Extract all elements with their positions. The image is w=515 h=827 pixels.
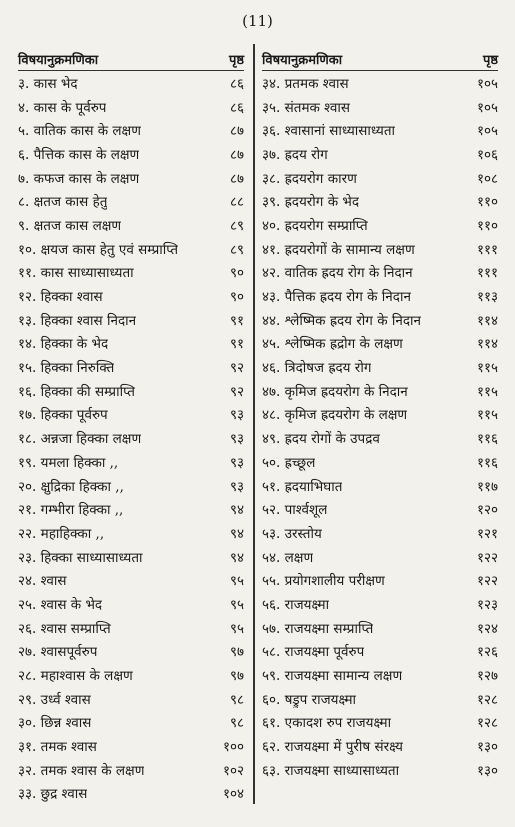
toc-entry-page: ९५: [229, 573, 244, 590]
toc-entry: [18, 332, 244, 356]
toc-entry-title: १६. हिक्का की सम्प्राप्ति: [18, 383, 135, 400]
toc-entry-title: ३८. ह्रदयरोग कारण: [262, 170, 357, 187]
toc-entry-title: ४. कास के पूर्वरुप: [18, 99, 107, 116]
toc-entry-page: ९१: [229, 312, 244, 329]
toc-entry: [262, 687, 498, 711]
toc-entry-title: १४. हिक्का के भेद: [18, 336, 109, 353]
toc-entry-title: १०. क्षयज कास हेतु एवं सम्प्राप्ति: [18, 241, 179, 258]
toc-entry-page: ८७: [229, 170, 244, 187]
toc-entry: [262, 142, 498, 166]
toc-entry: [262, 521, 498, 545]
header-topic: विषयानुक्रमणिका: [18, 53, 99, 68]
toc-entry-title: ६१. एकादश रुप राजयक्ष्मा: [262, 715, 392, 732]
toc-entry-title: ३९. ह्रदयरोग के भेद: [262, 194, 360, 211]
toc-entry-page: ९७: [229, 668, 244, 685]
toc-entry-title: ५४. लक्षण: [262, 549, 314, 566]
toc-entry-title: ३३. छुद्र श्वास: [18, 786, 88, 803]
toc-entry-page: ९०: [229, 289, 244, 306]
toc-entry: [262, 332, 498, 356]
toc-entry-title: २१. गम्भीरा हिक्का ,,: [18, 502, 124, 519]
toc-entry-page: १२३: [476, 596, 498, 613]
toc-entry-title: ५१. ह्रदयाभिघात: [262, 478, 343, 495]
header-topic: विषयानुक्रमणिका: [262, 53, 343, 68]
toc-entry-page: ११०: [476, 194, 498, 211]
toc-entry: [18, 237, 244, 261]
toc-entry-title: ३७. ह्रदय रोग: [262, 146, 328, 163]
toc-entry-title: २७. श्वासपूर्वरुप: [18, 644, 98, 661]
toc-entry-title: ४४. श्लेष्मिक ह्रदय रोग के निदान: [262, 312, 422, 329]
toc-entry-title: ६२. राजयक्ष्मा में पुरीष संरक्ष्य: [262, 739, 403, 756]
toc-entry: [262, 758, 498, 782]
toc-entry: [18, 379, 244, 403]
toc-entry-title: १३. हिक्का श्वास निदान: [18, 312, 137, 329]
toc-entry: [18, 545, 244, 569]
toc-entry-title: ११. कास साध्यासाध्यता: [18, 265, 134, 282]
toc-entry: [262, 497, 498, 521]
toc-entry: [262, 95, 498, 119]
toc-entry-page: १०५: [476, 75, 498, 92]
toc-entry-title: ५८. राजयक्ष्मा पूर्वरुप: [262, 644, 365, 661]
toc-entry: [18, 426, 244, 450]
toc-entry: [262, 734, 498, 758]
toc-entry-title: १८. अन्नजा हिक्का लक्षण: [18, 431, 142, 448]
toc-entry: [262, 403, 498, 427]
toc-entry-page: ९५: [229, 596, 244, 613]
toc-entry-page: ९७: [229, 644, 244, 661]
toc-entry-title: २३. हिक्का साध्यासाध्यता: [18, 549, 143, 566]
toc-entry-page: १२४: [476, 620, 498, 637]
toc-entry: [18, 142, 244, 166]
toc-entry: [18, 640, 244, 664]
toc-entry-page: १२२: [476, 549, 498, 566]
toc-entry-title: १५. हिक्का निरुक्ति: [18, 360, 115, 377]
toc-entry-page: १०२: [222, 762, 244, 779]
toc-entry-page: १०६: [476, 146, 498, 163]
toc-entry-page: १३०: [476, 762, 498, 779]
toc-entry-title: ३५. संतमक श्वास: [262, 99, 351, 116]
toc-entry-page: ११४: [476, 312, 498, 329]
toc-entry-page: १२८: [476, 715, 498, 732]
toc-entry-title: २४. श्वास: [18, 573, 67, 590]
toc-entry-title: ७. कफज कास के लक्षण: [18, 170, 140, 187]
toc-entry-page: ९२: [229, 360, 244, 377]
toc-entry-page: ११७: [476, 478, 498, 495]
toc-entry-title: १२. हिक्का श्वास: [18, 289, 103, 306]
toc-entry-title: ४६. त्रिदोषज ह्रदय रोग: [262, 360, 372, 377]
right-column-header: [262, 48, 498, 71]
toc-entry-page: ९४: [229, 502, 244, 519]
toc-entry: [18, 497, 244, 521]
toc-entry-page: ११५: [476, 383, 498, 400]
header-page: पृष्ठ: [228, 53, 244, 68]
toc-entry-page: ११३: [476, 289, 498, 306]
toc-entry: [262, 118, 498, 142]
toc-entry: [18, 474, 244, 498]
toc-entry-page: १२६: [476, 644, 498, 661]
toc-entry-page: ९१: [229, 336, 244, 353]
toc-entry-page: ९०: [229, 265, 244, 282]
toc-entry-page: ९८: [229, 715, 244, 732]
toc-entry: [18, 213, 244, 237]
toc-entry: [18, 616, 244, 640]
toc-entry: [262, 237, 498, 261]
toc-entry-page: ९८: [229, 691, 244, 708]
toc-entry-title: २०. क्षुद्रिका हिक्का ,,: [18, 478, 124, 495]
toc-entry: [262, 355, 498, 379]
toc-entry: [18, 166, 244, 190]
toc-entry: [18, 118, 244, 142]
toc-entry-title: ६०. षड्रुप राजयक्ष्मा: [262, 691, 357, 708]
toc-entry-title: ३. कास भेद: [18, 75, 78, 92]
toc-entry-page: १२१: [476, 525, 498, 542]
toc-entry-title: ४२. वातिक ह्रदय रोग के निदान: [262, 265, 413, 282]
toc-entry-title: ८. क्षतज कास हेतु: [18, 194, 108, 211]
toc-entry-page: १२८: [476, 691, 498, 708]
toc-entry-title: ५५. प्रयोगशालीय परीक्षण: [262, 573, 385, 590]
toc-entry: [262, 545, 498, 569]
toc-entry-page: ९४: [229, 525, 244, 542]
toc-entry: [18, 95, 244, 119]
toc-entry: [18, 284, 244, 308]
toc-entry: [262, 166, 498, 190]
toc-entry-title: ३६. श्वासानां साध्यासाध्यता: [262, 123, 396, 140]
toc-entry-page: १०५: [476, 99, 498, 116]
toc-entry: [18, 663, 244, 687]
left-column-header: [18, 48, 244, 71]
toc-entry: [262, 71, 498, 95]
toc-entry: [262, 379, 498, 403]
toc-entry-title: ६. पैत्तिक कास के लक्षण: [18, 146, 140, 163]
toc-entry-page: १००: [222, 739, 244, 756]
toc-entry-page: ८७: [229, 146, 244, 163]
toc-entry: [262, 640, 498, 664]
toc-entry: [262, 568, 498, 592]
toc-entry-title: ३१. तमक श्वास: [18, 739, 97, 756]
toc-entry-title: १७. हिक्का पूर्वरुप: [18, 407, 108, 424]
toc-entry-title: ५२. पार्श्वशूल: [262, 502, 328, 519]
toc-entry: [18, 261, 244, 285]
toc-entry: [18, 450, 244, 474]
toc-entry-title: १९. यमला हिक्का ,,: [18, 454, 119, 471]
toc-entry-page: १२२: [476, 573, 498, 590]
toc-entry-page: १०५: [476, 123, 498, 140]
toc-entry-title: ५७. राजयक्ष्मा सम्प्राप्ति: [262, 620, 374, 637]
toc-entry-page: ११४: [476, 336, 498, 353]
toc-entry-page: १३०: [476, 739, 498, 756]
toc-entry: [18, 308, 244, 332]
toc-entry-title: ५९. राजयक्ष्मा सामान्य लक्षण: [262, 668, 403, 685]
toc-entry-title: ४५. श्लेष्मिक ह्रद्रोग के लक्षण: [262, 336, 403, 353]
right-column: [262, 48, 498, 782]
toc-entry-page: १२७: [476, 668, 498, 685]
toc-entry: [18, 355, 244, 379]
left-column: [18, 48, 244, 805]
toc-entry-title: २५. श्वास के भेद: [18, 596, 103, 613]
toc-entry-title: ६३. राजयक्ष्मा साध्यासाध्यता: [262, 762, 400, 779]
page-number: (11): [242, 12, 273, 30]
toc-entry-title: ४१. ह्रदयरोगों के सामान्य लक्षण: [262, 241, 415, 258]
toc-entry: [262, 616, 498, 640]
toc-entry: [262, 663, 498, 687]
toc-entry-title: ५३. उरस्तोय: [262, 525, 322, 542]
toc-entry-page: ९३: [229, 454, 244, 471]
toc-entry-page: १२०: [476, 502, 498, 519]
toc-entry-page: ८९: [229, 241, 244, 258]
toc-entry: [18, 687, 244, 711]
toc-entry-page: ११५: [476, 360, 498, 377]
toc-entry-title: ३०. छिन्न श्वास: [18, 715, 92, 732]
toc-entry-title: ४३. पैत्तिक ह्रदय रोग के निदान: [262, 289, 411, 306]
toc-entry: [262, 261, 498, 285]
toc-entry: [18, 711, 244, 735]
toc-entry-page: १११: [476, 241, 498, 258]
toc-entry-title: २९. उर्ध्व श्वास: [18, 691, 91, 708]
toc-entry: [262, 474, 498, 498]
toc-entry: [262, 450, 498, 474]
toc-entry: [262, 189, 498, 213]
header-page: पृष्ठ: [482, 53, 498, 68]
toc-entry-page: १०४: [222, 786, 244, 803]
toc-entry-title: ५६. राजयक्ष्मा: [262, 596, 330, 613]
toc-entry-title: २६. श्वास सम्प्राप्ति: [18, 620, 111, 637]
toc-entry-title: २२. महाहिक्का ,,: [18, 525, 105, 542]
toc-entry: [18, 758, 244, 782]
toc-entry-page: १११: [476, 265, 498, 282]
toc-entry-page: ११०: [476, 217, 498, 234]
toc-entry: [18, 734, 244, 758]
toc-entry-title: ४०. ह्रदयरोग सम्प्राप्ति: [262, 217, 368, 234]
toc-entry-page: ८९: [229, 217, 244, 234]
toc-entry: [262, 308, 498, 332]
toc-entry-page: ९३: [229, 478, 244, 495]
toc-entry-title: ३४. प्रतमक श्वास: [262, 75, 349, 92]
toc-entry: [18, 782, 244, 806]
toc-entry-page: १०८: [476, 170, 498, 187]
toc-entry: [262, 711, 498, 735]
toc-entry: [262, 213, 498, 237]
toc-entry-page: ९२: [229, 383, 244, 400]
toc-entry: [18, 592, 244, 616]
toc-entry-page: ९३: [229, 407, 244, 424]
toc-entry-title: ३२. तमक श्वास के लक्षण: [18, 762, 145, 779]
column-divider: [253, 44, 255, 804]
toc-entry-page: ९३: [229, 431, 244, 448]
toc-entry: [18, 521, 244, 545]
toc-entry-page: ११६: [476, 454, 498, 471]
toc-entry-title: ५०. ह्रच्छूल: [262, 454, 316, 471]
toc-entry-title: ९. क्षतज कास लक्षण: [18, 217, 122, 234]
toc-entry-page: ८६: [229, 99, 244, 116]
toc-entry-title: ४७. कृमिज ह्रदयरोग के निदान: [262, 383, 408, 400]
toc-entry-title: ४९. ह्रदय रोगों के उपद्रव: [262, 431, 380, 448]
toc-entry-page: ८६: [229, 75, 244, 92]
toc-entry-title: ५. वातिक कास के लक्षण: [18, 123, 141, 140]
toc-entry-page: ९४: [229, 549, 244, 566]
toc-entry: [262, 592, 498, 616]
toc-entry-page: ८७: [229, 123, 244, 140]
toc-entry-page: ८८: [229, 194, 244, 211]
toc-entry-page: ११५: [476, 407, 498, 424]
toc-entry: [262, 426, 498, 450]
toc-entry-page: ११६: [476, 431, 498, 448]
toc-entry-title: ४८. कृमिज ह्रदयरोग के लक्षण: [262, 407, 408, 424]
toc-entry: [18, 568, 244, 592]
toc-entry: [18, 189, 244, 213]
toc-entry: [262, 284, 498, 308]
toc-entry-title: २८. महाश्वास के लक्षण: [18, 668, 133, 685]
toc-entry: [18, 403, 244, 427]
toc-entry-page: ९५: [229, 620, 244, 637]
toc-entry: [18, 71, 244, 95]
